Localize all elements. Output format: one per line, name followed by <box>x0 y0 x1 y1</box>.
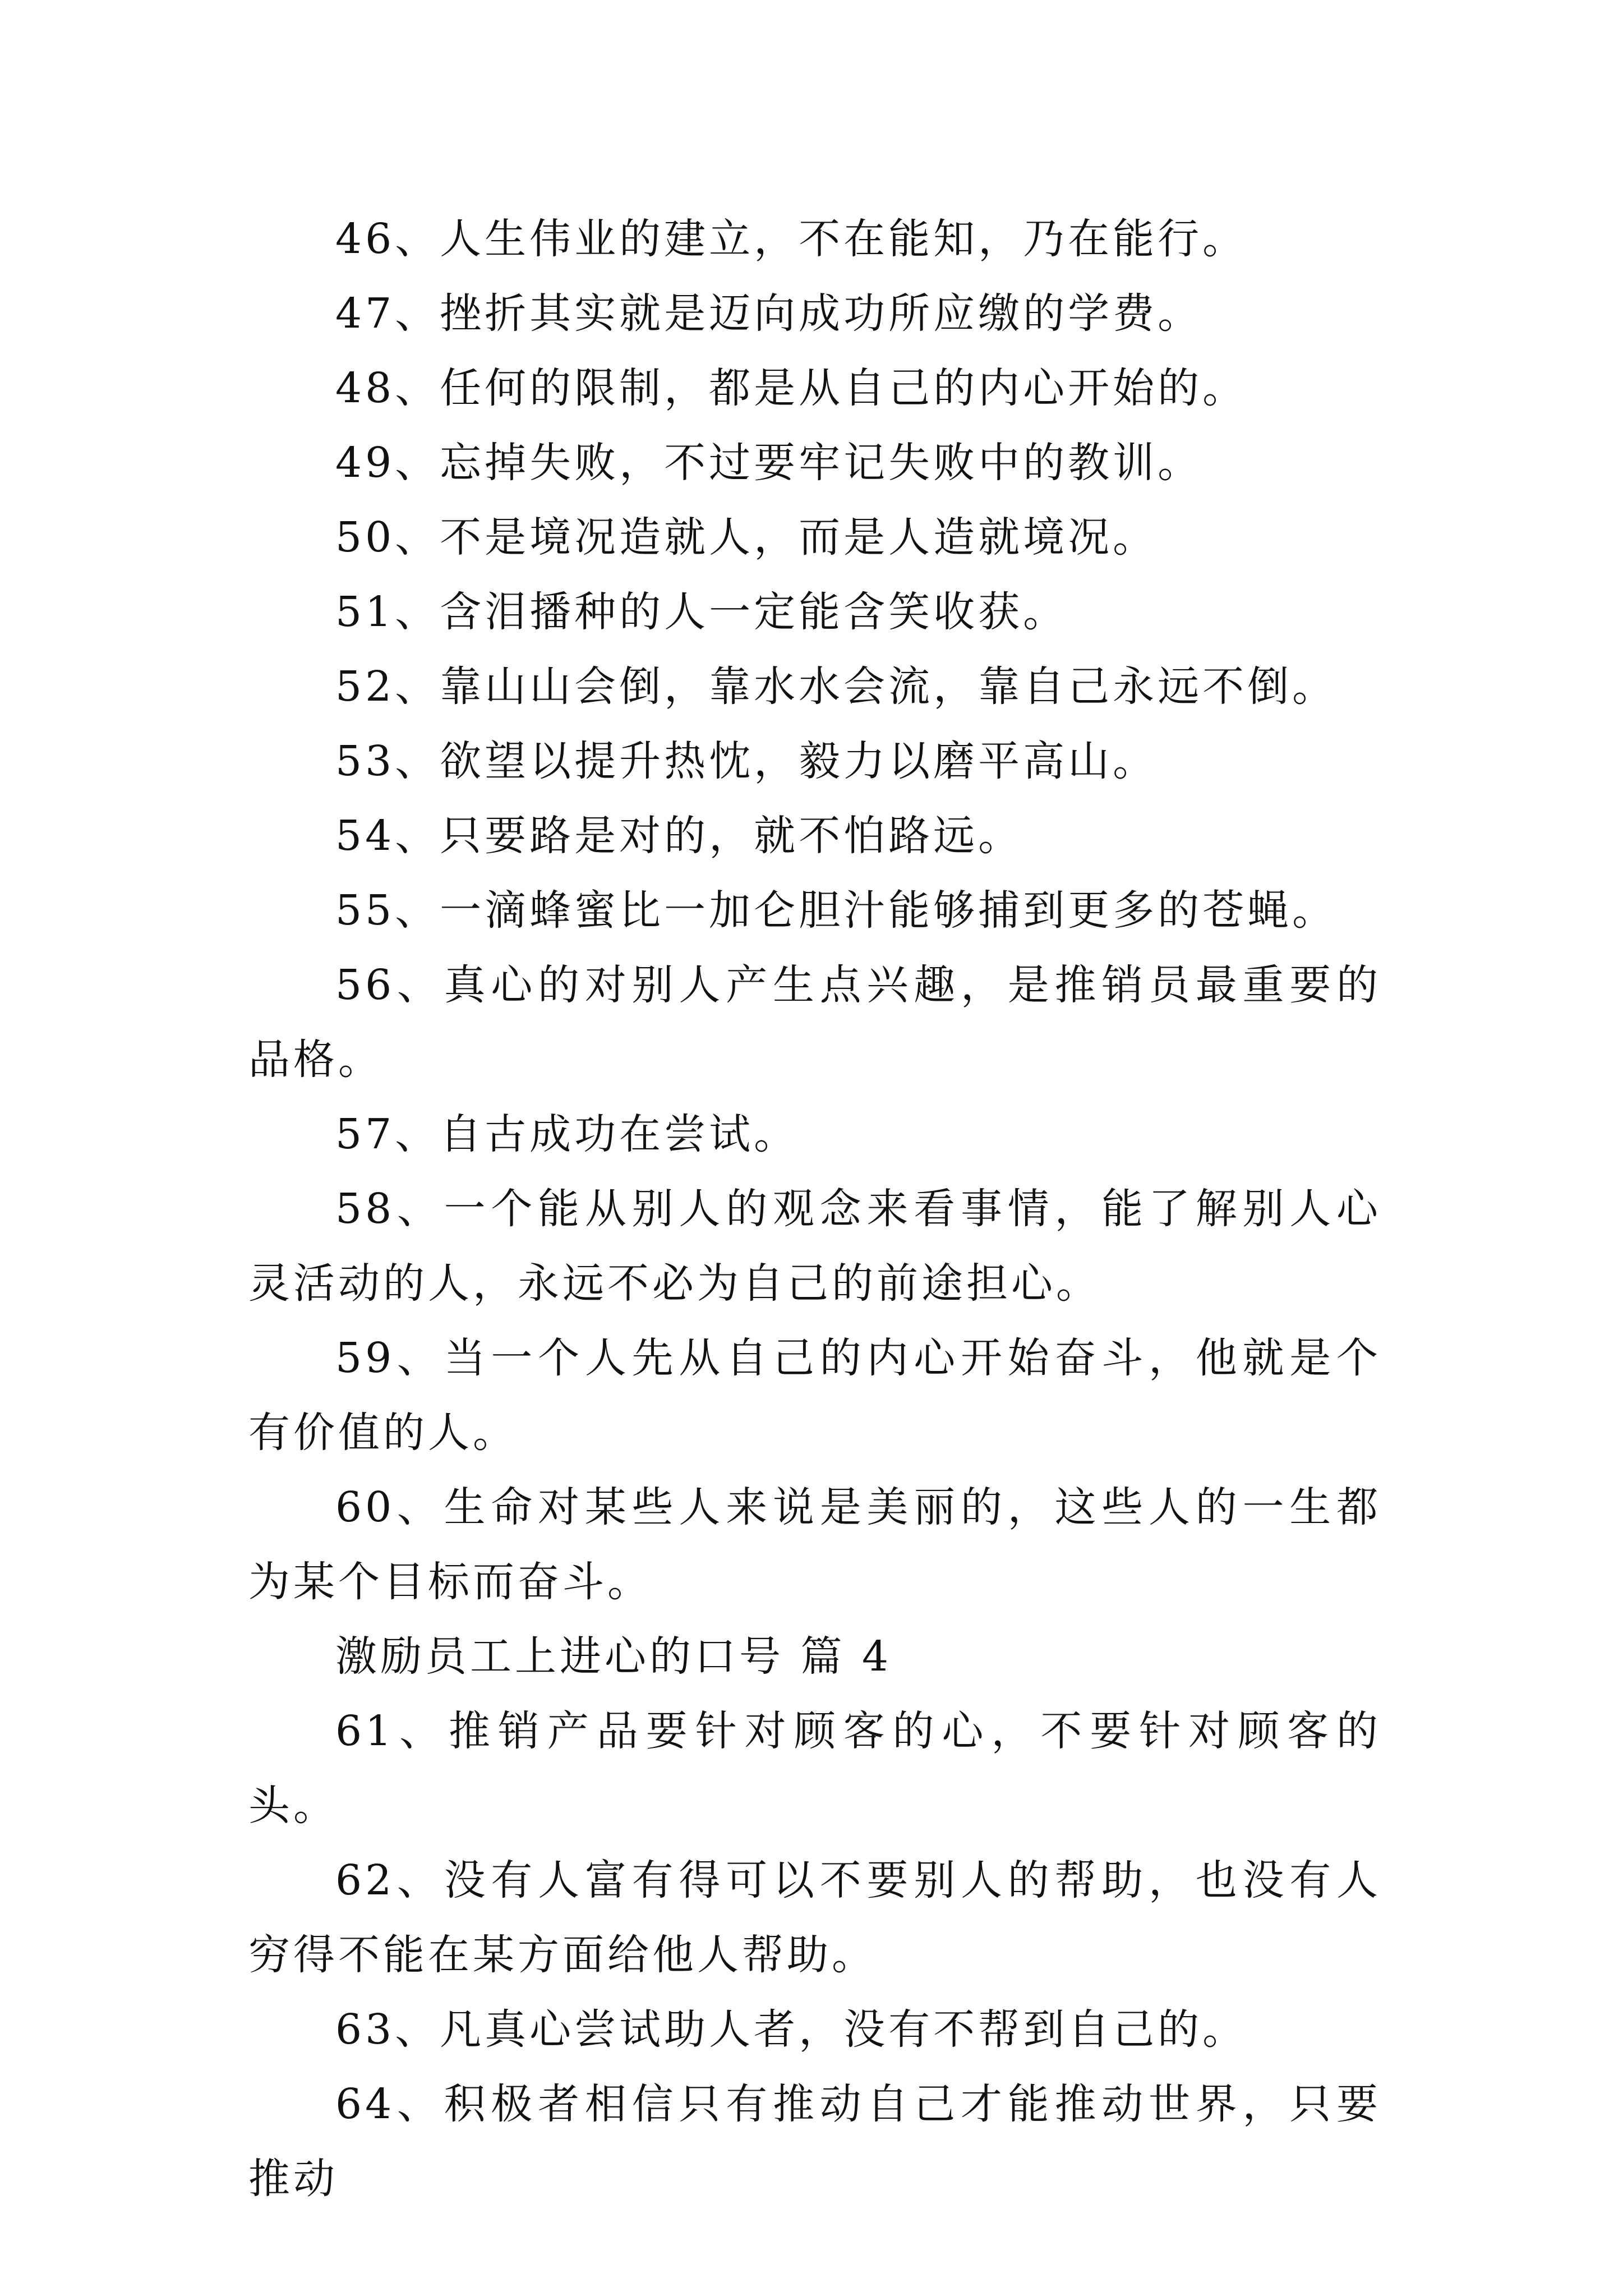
paragraph-59: 59、当一个人先从自己的内心开始奋斗，他就是个有价值的人。 <box>248 1334 1381 1457</box>
paragraph-62: 62、没有人富有得可以不要别人的帮助，也没有人穷得不能在某方面给他人帮助。 <box>248 1856 1381 1979</box>
paragraph-54: 54、只要路是对的，就不怕路远。 <box>335 812 1023 860</box>
paragraph-55: 55、一滴蜂蜜比一加仑胆汁能够捕到更多的苍蝇。 <box>335 886 1338 935</box>
paragraph-58: 58、一个能从别人的观念来看事情，能了解别人心灵活动的人，永远不必为自己的前途担心。 <box>248 1185 1381 1308</box>
section-heading: 激励员工上进心的口号 篇 4 <box>335 1632 892 1681</box>
paragraph-46: 46、人生伟业的建立，不在能知，乃在能行。 <box>335 215 1248 263</box>
paragraph-57: 57、自古成功在尝试。 <box>335 1110 799 1158</box>
paragraph-49: 49、忘掉失败，不过要牢记失败中的教训。 <box>335 439 1203 487</box>
paragraph-48: 48、任何的限制，都是从自己的内心开始的。 <box>335 364 1248 412</box>
paragraph-61: 61、推销产品要针对顾客的心，不要针对顾客的头。 <box>248 1707 1381 1830</box>
paragraph-47: 47、挫折其实就是迈向成功所应缴的学费。 <box>335 289 1203 338</box>
paragraph-53: 53、欲望以提升热忱，毅力以磨平高山。 <box>335 737 1158 785</box>
paragraph-60: 60、生命对某些人来说是美丽的，这些人的一生都为某个目标而奋斗。 <box>248 1483 1381 1606</box>
paragraph-51: 51、含泪播种的人一定能含笑收获。 <box>335 588 1068 636</box>
paragraph-64: 64、积极者相信只有推动自己才能推动世界，只要推动 <box>248 2080 1381 2203</box>
paragraph-56: 56、真心的对别人产生点兴趣，是推销员最重要的品格。 <box>248 961 1381 1084</box>
document-body <box>248 202 1381 2216</box>
paragraph-50: 50、不是境况造就人，而是人造就境况。 <box>335 513 1158 562</box>
paragraph-63: 63、凡真心尝试助人者，没有不帮到自己的。 <box>335 2005 1248 2054</box>
paragraph-52: 52、靠山山会倒，靠水水会流，靠自己永远不倒。 <box>335 662 1338 711</box>
